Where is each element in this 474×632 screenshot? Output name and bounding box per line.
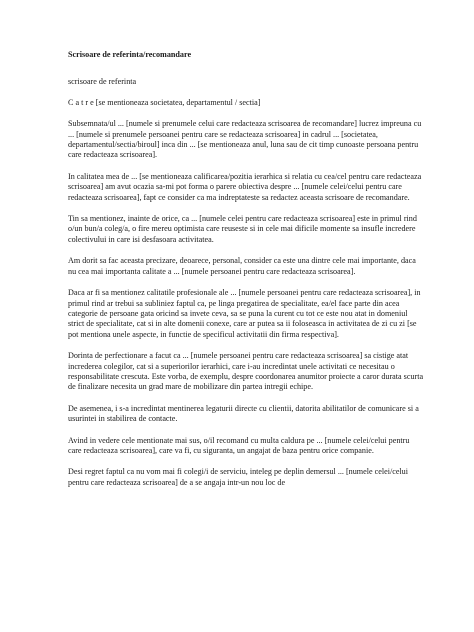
paragraph-recommendation: Avind in vedere cele mentionate mai sus, o/il recomand cu multa caldura pe ... [numele celei/celui pentru care redacteaza scrisoarea], care va fi, cu siguranta, un angajat de baza pentru orice companie. [68, 435, 410, 455]
document-page [68, 50, 424, 499]
paragraph-professional-qualities: Daca ar fi sa mentionez calitatile profesionale ale ... [numele persoanei pentru care redacteaza scrisoarea], in primul rind ar trebui sa subliniez faptul ca, pe linga pregatirea de specialitate, ea/el face parte din acea categorie de persoane gata oricind sa invete ceva, sa se puna la curent cu tot ce este nou atat in domeniul strict de specialitate, cat si in alte domenii conexe, care ar putea sa ii foloseasca in activitatea de zi cu zi [se pot mentiona unele aspecte, in functie de specificul activitatii din firma respectiva]. [68, 288, 421, 339]
document-subtitle: scrisoare de referinta [68, 77, 137, 87]
paragraph-importance: Am dorit sa fac aceasta precizare, deoarece, personal, consider ca este una dintre cele mai importante, daca nu cea mai importanta calitate a ... [numele persoanei pentru care redacteaza scrisoarea]. [68, 256, 416, 276]
paragraph-qualification: In calitatea mea de ... [se mentioneaza calificarea/pozitia ierarhica si relatia cu cea/cel pentru care redacteaza scrisoarea] am avut ocazia sa-mi pot forma o parere obiectiva despre ... [numele celei/celui pentru care redacteaza scrisoarea], fapt ce consider ca ma indreptateste sa redactez aceasta scrisoare de recomandare. [68, 171, 422, 202]
paragraph-personality: Tin sa mentionez, inainte de orice, ca ... [numele celei pentru care redacteaza scrisoarea] este in primul rind o/un bun/a coleg/a, o fire mereu optimista care reuseste si in cele mai dificile momente sa insufle incredere colectivului in care isi desfasoara activitatea. [68, 214, 417, 244]
document-title: Scrisoare de referinta/recomandare [68, 50, 192, 59]
paragraph-responsibilities: Dorinta de perfectionare a facut ca ... [numele persoanei pentru care redacteaza scrisoarea] sa cistige atat increderea colegilor, cat si a superiorilor ierarhici, care i-au incredintat unele activitati ce necesitau o responsabilitate crescuta. Este vorba, de exemplu, despre coordonarea anumitor proiecte a caror durata scurta de finalizare necesita un grad mare de mobilizare din partea intregii echipe. [68, 351, 424, 392]
paragraph-introduction: Subsemnata/ul ... [numele si prenumele celui care redacteaza scrisoarea de recomandare] lucrez impreuna cu ... [numele si prenumele persoanei pentru care se redacteaza scrisoarea] in cadrul ... [societatea, departamentul/sectia/biroul] inca din ... [se mentioneaza anul, luna sau de cit timp cunoaste persoana pentru care redacteaza scrisoarea]. [68, 119, 422, 160]
recipient-line: C a t r e [se mentioneaza societatea, departamentul / sectia] [68, 97, 261, 107]
paragraph-closing: Desi regret faptul ca nu vom mai fi colegi/i de serviciu, inteleg pe deplin demersul ... [numele celei/celui pentru care redacteaza scrisoarea] de a se angaja intr-un nou loc de [68, 467, 409, 487]
paragraph-client-relations: De asemenea, i s-a incredintat mentinerea legaturii directe cu clientii, datorita abilitatilor de comunicare si a usurintei in stabilirea de contacte. [68, 403, 419, 424]
